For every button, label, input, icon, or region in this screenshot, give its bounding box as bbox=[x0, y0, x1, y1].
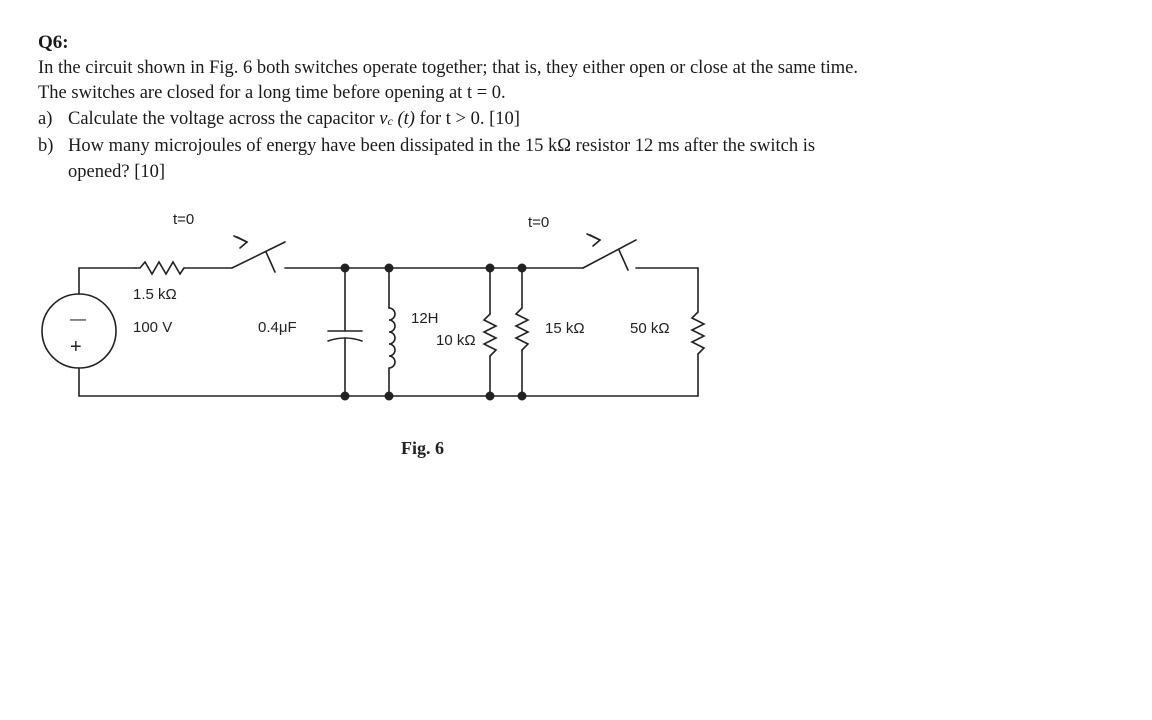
resistor-50k bbox=[692, 312, 704, 354]
part-a-var-sub: c bbox=[387, 113, 393, 128]
junction-dot bbox=[518, 392, 527, 401]
r1-label: 1.5 kΩ bbox=[133, 286, 177, 303]
junction-dot bbox=[486, 264, 495, 273]
resistor-1k5 bbox=[135, 262, 184, 274]
part-b-text: How many microjoules of energy have been dissipated in the 15 kΩ resistor 12 ms after the switch is opened? [10] bbox=[68, 136, 816, 182]
part-a-text-before: Calculate the voltage across the capacitor bbox=[68, 108, 380, 129]
source-plus: + bbox=[70, 336, 82, 358]
switch2-arrow-shaft bbox=[587, 234, 600, 240]
part-a-var-v: v bbox=[379, 108, 388, 129]
r2-label: 10 kΩ bbox=[436, 332, 476, 349]
part-b-label: b) bbox=[38, 136, 54, 156]
cap-label: 0.4μF bbox=[258, 319, 297, 336]
switch1-tick bbox=[266, 252, 275, 272]
r3-label: 15 kΩ bbox=[545, 320, 585, 337]
source-minus: — bbox=[70, 311, 86, 328]
part-a-var-t: (t) bbox=[392, 108, 415, 129]
r4-label: 50 kΩ bbox=[630, 320, 670, 337]
resistor-15k bbox=[516, 308, 528, 350]
switch2-blade bbox=[583, 240, 636, 268]
figure-caption: Fig. 6 bbox=[401, 438, 444, 458]
switch2-label: t=0 bbox=[528, 214, 550, 231]
junction-dot bbox=[486, 392, 495, 401]
switch2-tick bbox=[619, 250, 628, 270]
question-intro: In the circuit shown in Fig. 6 both switches operate together; that is, they either open or close at the same time. The switches are closed for a long time before opening at t = 0. bbox=[38, 57, 858, 103]
part-a-text-after: for t > 0. [10] bbox=[414, 108, 520, 129]
switch1-arrow-shaft bbox=[234, 236, 247, 242]
inductor-coil bbox=[389, 308, 395, 368]
ind-label: 12H bbox=[411, 310, 439, 327]
junction-dot bbox=[385, 392, 394, 401]
switch1-label: t=0 bbox=[173, 211, 195, 228]
question-title: Q6: bbox=[38, 32, 69, 53]
junction-dot bbox=[341, 392, 350, 401]
junction-dot bbox=[518, 264, 527, 273]
junction-dot bbox=[385, 264, 394, 273]
source-label: 100 V bbox=[133, 319, 173, 336]
junction-dot bbox=[341, 264, 350, 273]
part-a-label: a) bbox=[38, 108, 53, 129]
resistor-10k bbox=[484, 314, 496, 356]
switch1-blade bbox=[232, 242, 285, 268]
